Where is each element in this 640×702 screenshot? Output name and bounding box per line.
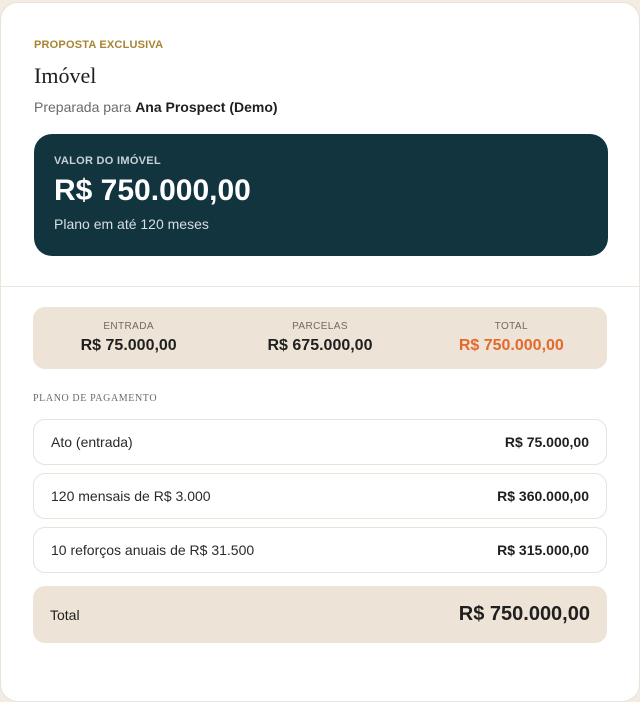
payment-plan-heading: PLANO DE PAGAMENTO bbox=[33, 393, 158, 404]
list-item bbox=[33, 419, 607, 465]
list-item bbox=[33, 473, 607, 519]
property-value-amount: R$ 750.000,00 bbox=[54, 174, 251, 207]
list-item bbox=[33, 527, 607, 573]
summary-total bbox=[416, 307, 607, 369]
prepared-prefix: Preparada para bbox=[34, 99, 132, 115]
proposal-eyebrow: PROPOSTA EXCLUSIVA bbox=[34, 39, 164, 51]
plan-row-label: 10 reforços anuais de R$ 31.500 bbox=[51, 542, 255, 558]
summary-entrada bbox=[33, 307, 224, 369]
property-value-panel bbox=[34, 134, 608, 256]
summary-value: R$ 75.000,00 bbox=[80, 337, 177, 354]
plan-row-label: 120 mensais de R$ 3.000 bbox=[51, 488, 211, 504]
payment-plan-list bbox=[33, 419, 607, 581]
summary-label: PARCELAS bbox=[292, 321, 348, 332]
summary-value: R$ 750.000,00 bbox=[458, 337, 564, 354]
summary-parcelas bbox=[224, 307, 415, 369]
proposal-header bbox=[1, 3, 639, 115]
page-title: Imóvel bbox=[34, 63, 97, 88]
summary-bar bbox=[33, 307, 607, 369]
property-value-label: VALOR DO IMÓVEL bbox=[54, 155, 161, 167]
client-name: Ana Prospect (Demo) bbox=[135, 99, 278, 115]
total-value: R$ 750.000,00 bbox=[458, 603, 590, 625]
plan-row-value: R$ 360.000,00 bbox=[497, 488, 589, 504]
summary-value: R$ 675.000,00 bbox=[267, 337, 373, 354]
summary-label: TOTAL bbox=[494, 321, 528, 332]
plan-row-value: R$ 315.000,00 bbox=[497, 542, 589, 558]
total-row bbox=[33, 586, 607, 643]
prepared-for bbox=[34, 99, 606, 115]
plan-duration-note: Plano em até 120 meses bbox=[54, 216, 209, 232]
plan-row-value: R$ 75.000,00 bbox=[504, 434, 589, 450]
summary-label: ENTRADA bbox=[103, 321, 154, 332]
plan-row-label: Ato (entrada) bbox=[51, 434, 133, 450]
section-divider bbox=[0, 286, 640, 287]
total-label: Total bbox=[50, 606, 80, 623]
